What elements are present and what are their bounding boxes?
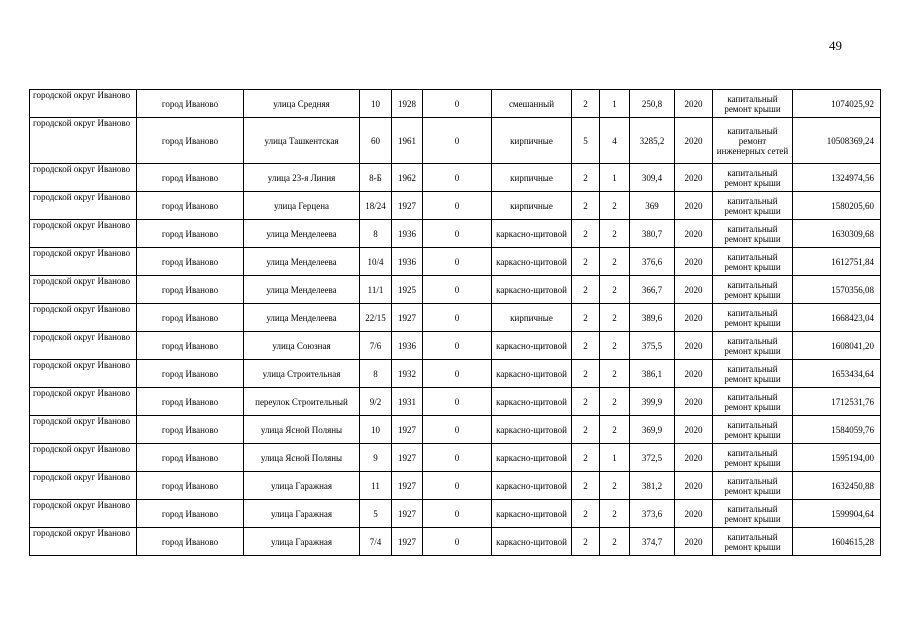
table-row [30, 472, 881, 500]
plan-year-cell: 2020 [675, 528, 713, 556]
entrances-cell: 2 [600, 220, 630, 248]
wall-material-cell: кирпичные [492, 192, 572, 220]
plan-year-cell: 2020 [675, 164, 713, 192]
entrances-cell: 1 [600, 164, 630, 192]
city-cell: город Иваново [137, 164, 244, 192]
zero-cell: 0 [423, 276, 492, 304]
table-row [30, 118, 881, 164]
work-type-cell: капитальный ремонт крыши [713, 416, 793, 444]
area-cell: 381,2 [630, 472, 675, 500]
plan-year-cell: 2020 [675, 118, 713, 164]
build-year-cell: 1936 [392, 332, 423, 360]
entrances-cell: 2 [600, 528, 630, 556]
floors-cell: 2 [572, 500, 600, 528]
entrances-cell: 4 [600, 118, 630, 164]
house-number-cell: 11/1 [360, 276, 392, 304]
cost-cell: 1570356,08 [793, 276, 881, 304]
street-cell: улица Ясной Поляны [244, 416, 360, 444]
house-number-cell: 11 [360, 472, 392, 500]
work-type-cell: капитальный ремонт крыши [713, 472, 793, 500]
floors-cell: 2 [572, 192, 600, 220]
street-cell: переулок Строительный [244, 388, 360, 416]
plan-year-cell: 2020 [675, 90, 713, 118]
house-number-cell: 7/6 [360, 332, 392, 360]
plan-year-cell: 2020 [675, 332, 713, 360]
cost-cell: 1668423,04 [793, 304, 881, 332]
house-number-cell: 8 [360, 360, 392, 388]
build-year-cell: 1927 [392, 472, 423, 500]
table-row [30, 360, 881, 388]
area-cell: 380,7 [630, 220, 675, 248]
build-year-cell: 1927 [392, 192, 423, 220]
cost-cell: 1653434,64 [793, 360, 881, 388]
page-number: 49 [829, 38, 842, 53]
entrances-cell: 2 [600, 500, 630, 528]
city-cell: город Иваново [137, 528, 244, 556]
table-row [30, 528, 881, 556]
cost-cell: 1608041,20 [793, 332, 881, 360]
area-cell: 369 [630, 192, 675, 220]
table-row [30, 276, 881, 304]
area-cell: 372,5 [630, 444, 675, 472]
cost-cell: 1612751,84 [793, 248, 881, 276]
zero-cell: 0 [423, 360, 492, 388]
floors-cell: 2 [572, 388, 600, 416]
zero-cell: 0 [423, 164, 492, 192]
work-type-cell: капитальный ремонт крыши [713, 332, 793, 360]
street-cell: улица Ясной Поляны [244, 444, 360, 472]
work-type-cell: капитальный ремонт крыши [713, 192, 793, 220]
cost-cell: 1599904,64 [793, 500, 881, 528]
cost-cell: 1580205,60 [793, 192, 881, 220]
area-cell: 389,6 [630, 304, 675, 332]
city-cell: город Иваново [137, 276, 244, 304]
work-type-cell: капитальный ремонт крыши [713, 220, 793, 248]
floors-cell: 2 [572, 164, 600, 192]
work-type-cell: капитальный ремонт крыши [713, 248, 793, 276]
city-cell: город Иваново [137, 248, 244, 276]
street-cell: улица Менделеева [244, 304, 360, 332]
zero-cell: 0 [423, 472, 492, 500]
district-cell: городской округ Иваново [30, 416, 137, 444]
wall-material-cell: каркасно-щитовой [492, 248, 572, 276]
entrances-cell: 2 [600, 416, 630, 444]
cost-cell: 1324974,56 [793, 164, 881, 192]
zero-cell: 0 [423, 248, 492, 276]
house-number-cell: 10 [360, 90, 392, 118]
city-cell: город Иваново [137, 416, 244, 444]
area-cell: 386,1 [630, 360, 675, 388]
wall-material-cell: каркасно-щитовой [492, 500, 572, 528]
build-year-cell: 1936 [392, 248, 423, 276]
street-cell: улица Менделеева [244, 276, 360, 304]
city-cell: город Иваново [137, 388, 244, 416]
plan-year-cell: 2020 [675, 500, 713, 528]
zero-cell: 0 [423, 416, 492, 444]
street-cell: улица 23-я Линия [244, 164, 360, 192]
zero-cell: 0 [423, 388, 492, 416]
wall-material-cell: каркасно-щитовой [492, 472, 572, 500]
area-cell: 374,7 [630, 528, 675, 556]
housing-repair-table [29, 89, 881, 556]
cost-cell: 1630309,68 [793, 220, 881, 248]
zero-cell: 0 [423, 304, 492, 332]
work-type-cell: капитальный ремонт инженерных сетей [713, 118, 793, 164]
city-cell: город Иваново [137, 444, 244, 472]
street-cell: улица Гаражная [244, 528, 360, 556]
city-cell: город Иваново [137, 90, 244, 118]
district-cell: городской округ Иваново [30, 332, 137, 360]
floors-cell: 2 [572, 276, 600, 304]
work-type-cell: капитальный ремонт крыши [713, 500, 793, 528]
table-row [30, 416, 881, 444]
plan-year-cell: 2020 [675, 304, 713, 332]
district-cell: городской округ Иваново [30, 444, 137, 472]
city-cell: город Иваново [137, 192, 244, 220]
street-cell: улица Менделеева [244, 248, 360, 276]
build-year-cell: 1927 [392, 528, 423, 556]
entrances-cell: 2 [600, 192, 630, 220]
wall-material-cell: кирпичные [492, 164, 572, 192]
district-cell: городской округ Иваново [30, 388, 137, 416]
plan-year-cell: 2020 [675, 276, 713, 304]
street-cell: улица Герцена [244, 192, 360, 220]
wall-material-cell: каркасно-щитовой [492, 220, 572, 248]
floors-cell: 2 [572, 444, 600, 472]
district-cell: городской округ Иваново [30, 500, 137, 528]
cost-cell: 1074025,92 [793, 90, 881, 118]
area-cell: 375,5 [630, 332, 675, 360]
plan-year-cell: 2020 [675, 248, 713, 276]
entrances-cell: 1 [600, 444, 630, 472]
wall-material-cell: каркасно-щитовой [492, 528, 572, 556]
plan-year-cell: 2020 [675, 444, 713, 472]
street-cell: улица Союзная [244, 332, 360, 360]
zero-cell: 0 [423, 528, 492, 556]
wall-material-cell: каркасно-щитовой [492, 332, 572, 360]
plan-year-cell: 2020 [675, 472, 713, 500]
cost-cell: 1604615,28 [793, 528, 881, 556]
district-cell: городской округ Иваново [30, 472, 137, 500]
work-type-cell: капитальный ремонт крыши [713, 164, 793, 192]
work-type-cell: капитальный ремонт крыши [713, 304, 793, 332]
entrances-cell: 2 [600, 388, 630, 416]
house-number-cell: 18/24 [360, 192, 392, 220]
wall-material-cell: каркасно-щитовой [492, 388, 572, 416]
zero-cell: 0 [423, 500, 492, 528]
city-cell: город Иваново [137, 220, 244, 248]
table-row [30, 220, 881, 248]
city-cell: город Иваново [137, 118, 244, 164]
house-number-cell: 5 [360, 500, 392, 528]
street-cell: улица Гаражная [244, 500, 360, 528]
area-cell: 3285,2 [630, 118, 675, 164]
plan-year-cell: 2020 [675, 388, 713, 416]
floors-cell: 2 [572, 416, 600, 444]
district-cell: городской округ Иваново [30, 528, 137, 556]
house-number-cell: 60 [360, 118, 392, 164]
street-cell: улица Строительная [244, 360, 360, 388]
area-cell: 373,6 [630, 500, 675, 528]
entrances-cell: 2 [600, 304, 630, 332]
floors-cell: 2 [572, 360, 600, 388]
plan-year-cell: 2020 [675, 192, 713, 220]
floors-cell: 2 [572, 90, 600, 118]
floors-cell: 2 [572, 472, 600, 500]
work-type-cell: капитальный ремонт крыши [713, 90, 793, 118]
plan-year-cell: 2020 [675, 220, 713, 248]
entrances-cell: 2 [600, 248, 630, 276]
zero-cell: 0 [423, 192, 492, 220]
plan-year-cell: 2020 [675, 416, 713, 444]
wall-material-cell: смешанный [492, 90, 572, 118]
district-cell: городской округ Иваново [30, 360, 137, 388]
floors-cell: 2 [572, 332, 600, 360]
house-number-cell: 8-Б [360, 164, 392, 192]
zero-cell: 0 [423, 90, 492, 118]
floors-cell: 2 [572, 220, 600, 248]
wall-material-cell: кирпичные [492, 118, 572, 164]
work-type-cell: капитальный ремонт крыши [713, 528, 793, 556]
city-cell: город Иваново [137, 360, 244, 388]
table-row [30, 304, 881, 332]
build-year-cell: 1962 [392, 164, 423, 192]
city-cell: город Иваново [137, 332, 244, 360]
street-cell: улица Гаражная [244, 472, 360, 500]
work-type-cell: капитальный ремонт крыши [713, 360, 793, 388]
table-row [30, 500, 881, 528]
cost-cell: 1595194,00 [793, 444, 881, 472]
cost-cell: 1632450,88 [793, 472, 881, 500]
area-cell: 366,7 [630, 276, 675, 304]
zero-cell: 0 [423, 220, 492, 248]
district-cell: городской округ Иваново [30, 248, 137, 276]
district-cell: городской округ Иваново [30, 276, 137, 304]
floors-cell: 2 [572, 304, 600, 332]
entrances-cell: 2 [600, 332, 630, 360]
district-cell: городской округ Иваново [30, 90, 137, 118]
work-type-cell: капитальный ремонт крыши [713, 276, 793, 304]
house-number-cell: 8 [360, 220, 392, 248]
entrances-cell: 1 [600, 90, 630, 118]
house-number-cell: 9/2 [360, 388, 392, 416]
build-year-cell: 1927 [392, 444, 423, 472]
table-row [30, 90, 881, 118]
cost-cell: 10508369,24 [793, 118, 881, 164]
table-row [30, 444, 881, 472]
street-cell: улица Ташкентская [244, 118, 360, 164]
city-cell: город Иваново [137, 472, 244, 500]
wall-material-cell: каркасно-щитовой [492, 360, 572, 388]
build-year-cell: 1961 [392, 118, 423, 164]
district-cell: городской округ Иваново [30, 192, 137, 220]
district-cell: городской округ Иваново [30, 164, 137, 192]
district-cell: городской округ Иваново [30, 118, 137, 164]
table-row [30, 388, 881, 416]
city-cell: город Иваново [137, 500, 244, 528]
build-year-cell: 1928 [392, 90, 423, 118]
build-year-cell: 1927 [392, 416, 423, 444]
table-row [30, 248, 881, 276]
build-year-cell: 1925 [392, 276, 423, 304]
district-cell: городской округ Иваново [30, 304, 137, 332]
build-year-cell: 1936 [392, 220, 423, 248]
table-row [30, 332, 881, 360]
build-year-cell: 1927 [392, 500, 423, 528]
wall-material-cell: кирпичные [492, 304, 572, 332]
floors-cell: 5 [572, 118, 600, 164]
cost-cell: 1584059,76 [793, 416, 881, 444]
plan-year-cell: 2020 [675, 360, 713, 388]
wall-material-cell: каркасно-щитовой [492, 444, 572, 472]
street-cell: улица Средняя [244, 90, 360, 118]
area-cell: 309,4 [630, 164, 675, 192]
floors-cell: 2 [572, 528, 600, 556]
area-cell: 250,8 [630, 90, 675, 118]
work-type-cell: капитальный ремонт крыши [713, 388, 793, 416]
entrances-cell: 2 [600, 472, 630, 500]
wall-material-cell: каркасно-щитовой [492, 416, 572, 444]
work-type-cell: капитальный ремонт крыши [713, 444, 793, 472]
zero-cell: 0 [423, 444, 492, 472]
area-cell: 376,6 [630, 248, 675, 276]
house-number-cell: 7/4 [360, 528, 392, 556]
house-number-cell: 10 [360, 416, 392, 444]
build-year-cell: 1927 [392, 304, 423, 332]
zero-cell: 0 [423, 118, 492, 164]
house-number-cell: 22/15 [360, 304, 392, 332]
street-cell: улица Менделеева [244, 220, 360, 248]
entrances-cell: 2 [600, 360, 630, 388]
zero-cell: 0 [423, 332, 492, 360]
area-cell: 369,9 [630, 416, 675, 444]
table-row [30, 164, 881, 192]
wall-material-cell: каркасно-щитовой [492, 276, 572, 304]
cost-cell: 1712531,76 [793, 388, 881, 416]
floors-cell: 2 [572, 248, 600, 276]
entrances-cell: 2 [600, 276, 630, 304]
district-cell: городской округ Иваново [30, 220, 137, 248]
house-number-cell: 10/4 [360, 248, 392, 276]
area-cell: 399,9 [630, 388, 675, 416]
house-number-cell: 9 [360, 444, 392, 472]
build-year-cell: 1932 [392, 360, 423, 388]
table-row [30, 192, 881, 220]
build-year-cell: 1931 [392, 388, 423, 416]
city-cell: город Иваново [137, 304, 244, 332]
